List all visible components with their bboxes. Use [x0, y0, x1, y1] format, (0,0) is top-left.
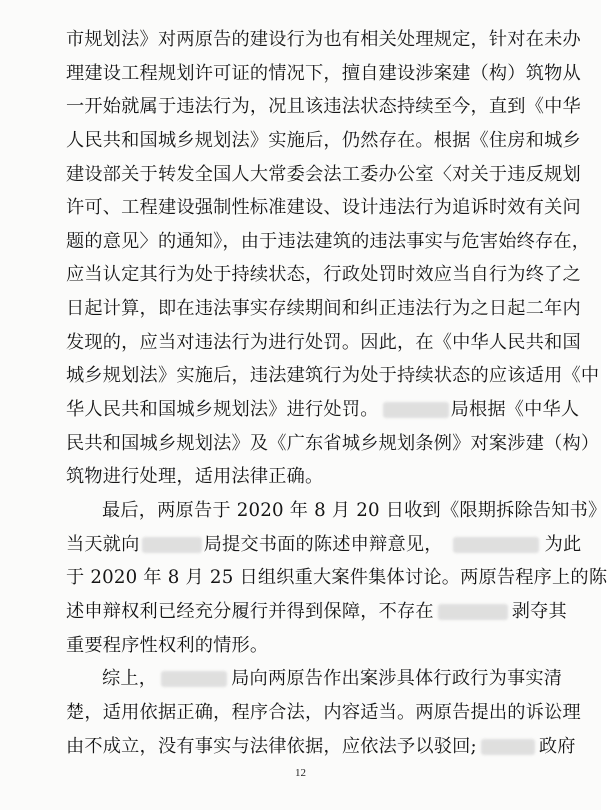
text-line-7: 题的意见〉的通知》，由于违法建筑的违法事实与危害始终存在， [66, 231, 591, 252]
text-line-15: 最后，两原告于 2020 年 8 月 20 日收到《限期拆除告知书》 [102, 500, 607, 521]
text-line-4: 人民共和国城乡规划法》实施后，仍然存在。根据《住房和城乡 [66, 130, 581, 151]
text-line-21: 楚，适用依据正确，程序合法，内容适当。两原告提出的诉讼理 [66, 702, 581, 723]
redacted-area [383, 402, 449, 418]
text-line-22: 由不成立，没有事实与法律依据，应依法予以驳回; 政府 [66, 736, 576, 757]
text-line-10: 发现的，应当对违法行为进行处罚。因此，在《中华人民共和国 [66, 332, 581, 353]
text-line-16: 当天就向 局提交书面的陈述申辩意见， 为此 [66, 534, 582, 555]
text-line-11: 城乡规划法》实施后，违法建筑行为处于持续状态的应该适用《中 [66, 365, 600, 386]
text-line-5: 建设部关于转发全国人大常委会法工委办公室〈对关于违反规划 [66, 164, 581, 185]
text-line-14: 筑物进行处理，适用法律正确。 [66, 466, 324, 487]
redacted-area [481, 739, 535, 755]
redacted-area [438, 604, 508, 620]
redacted-area [453, 537, 539, 553]
text-line-3: 一开始就属于违法行为，况且该违法状态持续至今，直到《中华 [66, 96, 581, 117]
text-line-19: 重要程序性权利的情形。 [66, 635, 269, 656]
text-line-6: 许可、工程建设强制性标准建设、设计违法行为追诉时效有关问 [66, 197, 581, 218]
redacted-area [142, 537, 202, 553]
redacted-area [161, 671, 227, 687]
text-line-18: 述申辩权利已经充分履行并得到保障，不存在 剥夺其 [66, 601, 567, 622]
text-line-8: 应当认定其行为处于持续状态，行政处罚时效应当自行为终了之 [66, 264, 581, 285]
text-line-20: 综上， 局向两原告作出案涉具体行政行为事实清 [102, 668, 563, 689]
page-number: 12 [295, 767, 306, 779]
text-line-17: 于 2020 年 8 月 25 日组织重大案件集体讨论。两原告程序上的陈 [66, 567, 607, 588]
text-line-13: 民共和国城乡规划法》及《广东省城乡规划条例》对案涉建（构） [66, 433, 600, 454]
text-line-2: 理建设工程规划许可证的情况下，擅自建设涉案建（构）筑物从 [66, 63, 581, 84]
text-line-1: 市规划法》对两原告的建设行为也有相关处理规定，针对在未办 [66, 29, 581, 50]
text-line-9: 日起计算，即在违法事实存续期间和纠正违法行为之日起二年内 [66, 298, 581, 319]
text-line-12: 华人民共和国城乡规划法》进行处罚。 局根据《中华人 [66, 399, 580, 420]
